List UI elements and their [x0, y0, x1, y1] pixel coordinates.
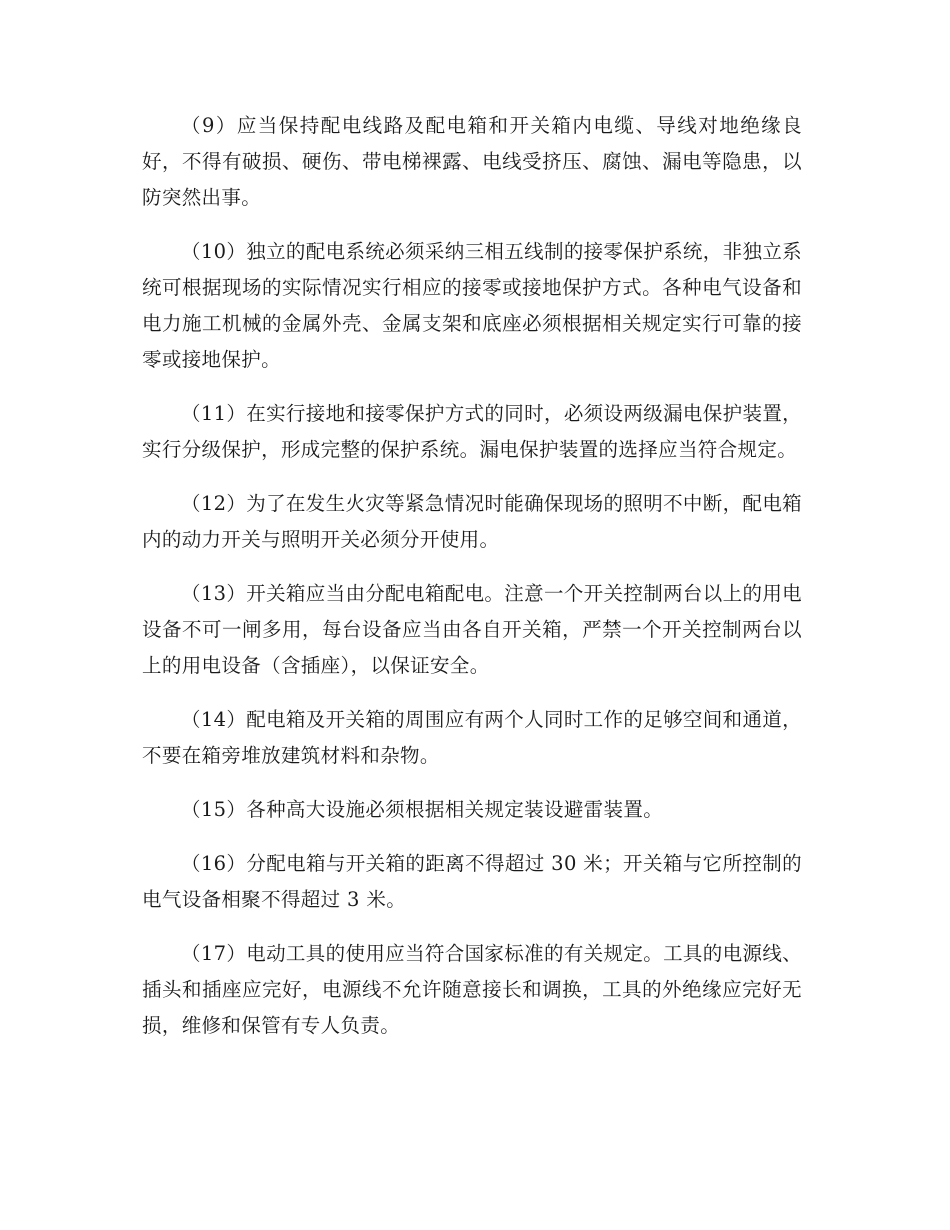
paragraph-12: （12）为了在发生火灾等紧急情况时能确保现场的照明不中断，配电箱内的动力开关与照明开关必须分开使用。 [142, 492, 803, 551]
paragraph-9: （9）应当保持配电线路及配电箱和开关箱内电缆、导线对地绝缘良好，不得有破损、硬伤、带电梯裸露、电线受挤压、腐蚀、漏电等隐患，以防突然出事。 [142, 114, 802, 209]
paragraph-15: （15）各种高大设施必须根据相关规定装设避雷装置。 [181, 798, 664, 821]
paragraph-10: （10）独立的配电系统必须采纳三相五线制的接零保护系统，非独立系统可根据现场的实际情况实行相应的接零或接地保护方式。各种电气设备和电力施工机械的金属外壳、金属支架和底座必须根据相关规定实行可靠的接零或接地保护。 [142, 240, 803, 371]
paragraph-14: （14）配电箱及开关箱的周围应有两个人同时工作的足够空间和通道，不要在箱旁堆放建筑材料和杂物。 [142, 708, 803, 767]
paragraph-17: （17）电动工具的使用应当符合国家标准的有关规定。工具的电源线、插头和插座应完好，电源线不允许随意接长和调换，工具的外绝缘应完好无损，维修和保管有专人负责。 [142, 942, 803, 1037]
document-page [142, 108, 802, 1062]
paragraph-16: （16）分配电箱与开关箱的距离不得超过 30 米；开关箱与它所控制的电气设备相聚不得超过 3 米。 [142, 852, 802, 911]
paragraph-13: （13）开关箱应当由分配电箱配电。注意一个开关控制两台以上的用电设备不可一闸多用，每台设备应当由各自开关箱，严禁一个开关控制两台以上的用电设备（含插座），以保证安全。 [142, 582, 803, 677]
paragraph-11: （11）在实行接地和接零保护方式的同时，必须设两级漏电保护装置，实行分级保护，形成完整的保护系统。漏电保护装置的选择应当符合规定。 [142, 402, 803, 461]
